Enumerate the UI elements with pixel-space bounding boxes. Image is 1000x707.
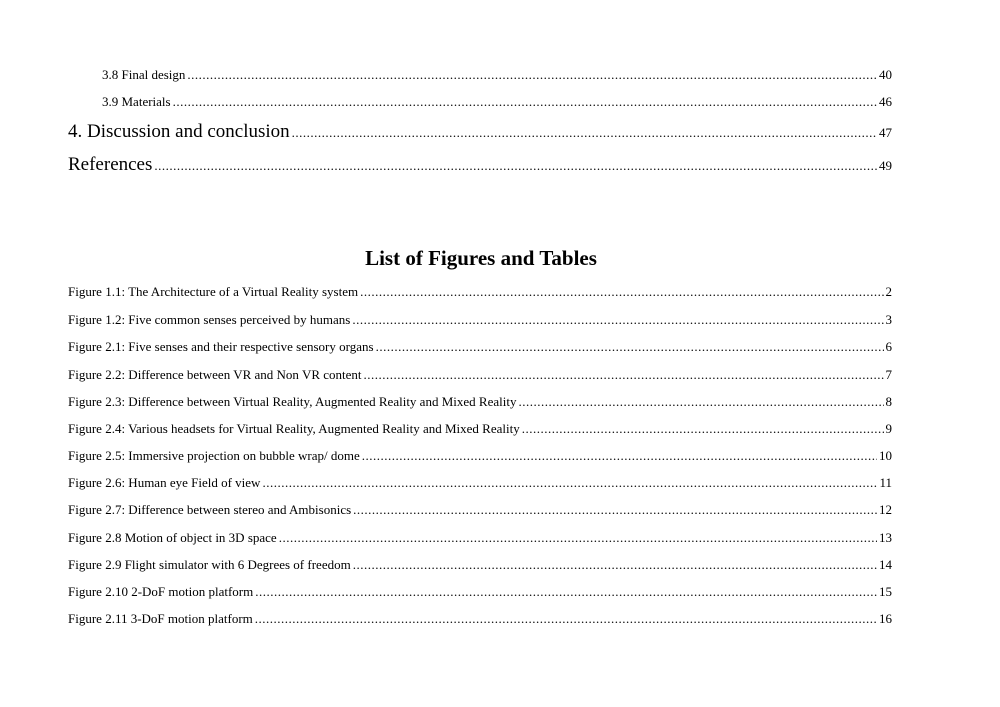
figure-entry-page: 8 xyxy=(885,394,892,409)
figure-entry-page: 12 xyxy=(879,502,892,517)
toc-entry-final-design xyxy=(102,67,892,83)
figure-entry-label: Figure 2.7: Difference between stereo and Ambisonics xyxy=(68,502,352,517)
leader-dots xyxy=(292,125,877,141)
figure-entry-label: Figure 2.6: Human eye Field of view xyxy=(68,475,261,490)
figure-entry xyxy=(68,557,892,573)
toc-entry-label: References xyxy=(68,154,153,175)
toc-entry-page: 40 xyxy=(879,67,892,82)
figure-entry xyxy=(68,530,892,546)
leader-dots xyxy=(154,158,877,174)
list-of-figures-heading: List of Figures and Tables xyxy=(365,246,597,270)
leader-dots xyxy=(522,421,884,437)
figure-entry-page: 6 xyxy=(885,339,892,354)
figure-entry xyxy=(68,284,892,300)
figure-entry xyxy=(68,421,892,437)
figure-entry xyxy=(68,448,892,464)
leader-dots xyxy=(255,584,877,600)
figure-entry-page: 13 xyxy=(879,530,892,545)
leader-dots xyxy=(360,284,883,300)
figure-entry-label: Figure 2.5: Immersive projection on bubble wrap/ dome xyxy=(68,448,360,463)
figure-entry-page: 16 xyxy=(879,611,892,626)
toc-entry-materials xyxy=(102,94,892,110)
figure-entry xyxy=(68,339,892,355)
leader-dots xyxy=(362,448,877,464)
figure-entry-page: 11 xyxy=(879,475,892,490)
figure-entry-page: 15 xyxy=(879,584,892,599)
figure-entry-label: Figure 2.3: Difference between Virtual Reality, Augmented Reality and Mixed Reality xyxy=(68,394,517,409)
toc-entry-discussion xyxy=(68,121,892,143)
figure-entry-label: Figure 2.10 2-DoF motion platform xyxy=(68,584,254,599)
leader-dots xyxy=(279,530,877,546)
figure-entry-page: 9 xyxy=(885,421,892,436)
figure-entry-label: Figure 2.8 Motion of object in 3D space xyxy=(68,530,277,545)
figure-entry xyxy=(68,502,892,518)
leader-dots xyxy=(187,67,877,83)
leader-dots xyxy=(262,475,877,491)
toc-entry-page: 49 xyxy=(879,158,892,173)
figure-entry xyxy=(68,312,892,328)
figure-entry-label: Figure 2.2: Difference between VR and Non VR content xyxy=(68,367,362,382)
figure-entry xyxy=(68,475,892,491)
leader-dots xyxy=(364,367,884,383)
leader-dots xyxy=(353,502,877,518)
figure-entry-page: 7 xyxy=(885,367,892,382)
figure-entry xyxy=(68,394,892,410)
leader-dots xyxy=(255,611,877,627)
toc-entry-label: 4. Discussion and conclusion xyxy=(68,121,290,142)
figure-entry-label: Figure 1.2: Five common senses perceived by humans xyxy=(68,312,351,327)
toc-entry-label: 3.9 Materials xyxy=(102,94,171,109)
leader-dots xyxy=(353,557,877,573)
figure-entry-label: Figure 1.1: The Architecture of a Virtual Reality system xyxy=(68,284,359,299)
figure-entry-label: Figure 2.11 3-DoF motion platform xyxy=(68,611,253,626)
toc-entry-page: 47 xyxy=(879,125,892,140)
figure-entry xyxy=(68,367,892,383)
leader-dots xyxy=(352,312,883,328)
figure-entry-label: Figure 2.4: Various headsets for Virtual Reality, Augmented Reality and Mixed Reality xyxy=(68,421,520,436)
toc-entry-page: 46 xyxy=(879,94,892,109)
leader-dots xyxy=(173,94,877,110)
figure-entry-page: 10 xyxy=(879,448,892,463)
figure-entry-page: 2 xyxy=(885,284,892,299)
toc-entry-references xyxy=(68,154,892,176)
leader-dots xyxy=(518,394,883,410)
figure-entry xyxy=(68,584,892,600)
toc-entry-label: 3.8 Final design xyxy=(102,67,186,82)
figure-entry xyxy=(68,611,892,627)
leader-dots xyxy=(376,339,884,355)
figure-entry-page: 3 xyxy=(885,312,892,327)
figure-entry-label: Figure 2.9 Flight simulator with 6 Degrees of freedom xyxy=(68,557,351,572)
figure-entry-page: 14 xyxy=(879,557,892,572)
figure-entry-label: Figure 2.1: Five senses and their respective sensory organs xyxy=(68,339,374,354)
